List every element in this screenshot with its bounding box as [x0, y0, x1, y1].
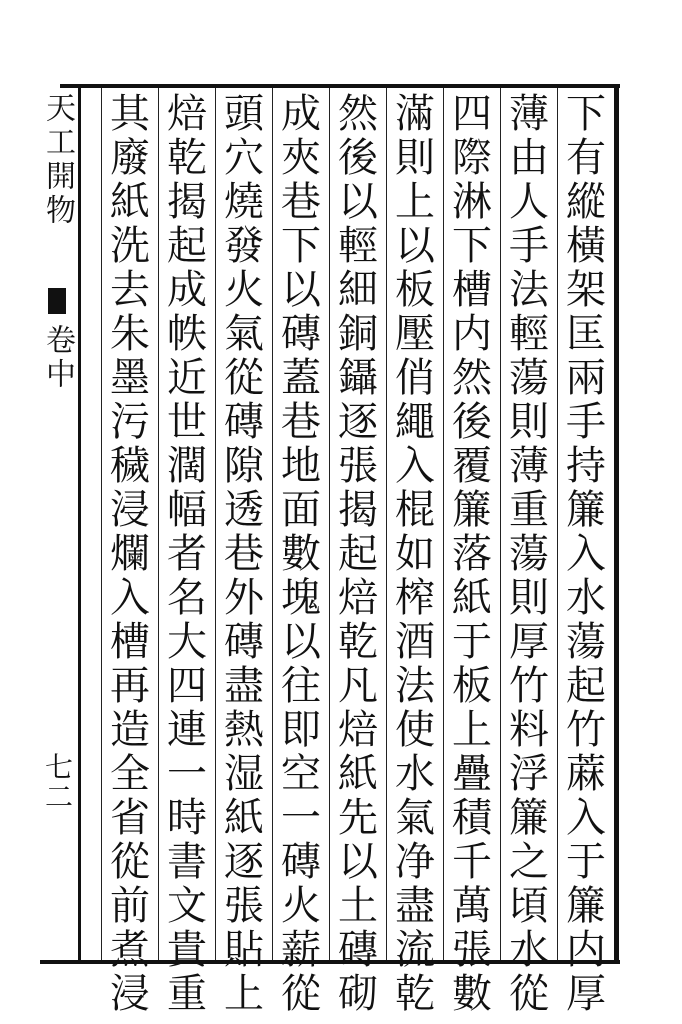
character: 鑷 — [338, 355, 378, 401]
character: 萬 — [452, 883, 492, 929]
character: 厚 — [566, 971, 606, 1017]
character: 于 — [452, 619, 492, 665]
character: 世 — [167, 399, 207, 445]
column-divider — [500, 88, 501, 960]
column-divider — [101, 88, 102, 960]
character: 于 — [566, 839, 606, 885]
character: 後 — [452, 399, 492, 445]
character: 細 — [338, 267, 378, 313]
character: 貴 — [167, 927, 207, 973]
character: 湿 — [224, 751, 264, 797]
character: 然 — [338, 91, 378, 137]
character: 從 — [281, 971, 321, 1017]
text-column-1 — [560, 91, 612, 1017]
character: 俏 — [395, 355, 435, 401]
character: 縱 — [566, 179, 606, 225]
character: 燒 — [224, 179, 264, 225]
character: 繩 — [395, 399, 435, 445]
character: 焙 — [338, 575, 378, 621]
character: 墨 — [110, 355, 150, 401]
frame-top-border — [60, 84, 620, 88]
character: 巷 — [281, 399, 321, 445]
character: 乾 — [338, 619, 378, 665]
character: 橫 — [566, 223, 606, 269]
character: 熱 — [224, 707, 264, 753]
character: 近 — [167, 355, 207, 401]
text-column-2 — [503, 91, 555, 1017]
character: 内 — [452, 311, 492, 357]
character: 起 — [566, 663, 606, 709]
character: 棍 — [395, 487, 435, 533]
character: 先 — [338, 795, 378, 841]
character: 一 — [167, 751, 207, 797]
character: 爛 — [110, 531, 150, 577]
character: 從 — [110, 839, 150, 885]
character: 蔴 — [566, 751, 606, 797]
character: 焙 — [338, 707, 378, 753]
character: 巷 — [281, 179, 321, 225]
character: 之 — [509, 839, 549, 885]
character: 上 — [395, 179, 435, 225]
fishtail-marker — [48, 288, 66, 314]
character: 浸 — [110, 487, 150, 533]
character: 下 — [281, 223, 321, 269]
text-column-8 — [161, 91, 213, 1017]
character: 朱 — [110, 311, 150, 357]
character: 造 — [110, 707, 150, 753]
chapter-label: 卷中 — [40, 324, 75, 392]
character: 夾 — [281, 135, 321, 181]
character: 面 — [281, 487, 321, 533]
character: 千 — [452, 839, 492, 885]
character: 上 — [452, 707, 492, 753]
character: 匡 — [566, 311, 606, 357]
character: 即 — [281, 707, 321, 753]
column-divider — [386, 88, 387, 960]
character: 污 — [110, 399, 150, 445]
character: 氣 — [224, 311, 264, 357]
character: 疊 — [452, 751, 492, 797]
character: 火 — [224, 267, 264, 313]
character: 大 — [167, 619, 207, 665]
text-column-7 — [218, 91, 270, 1017]
character: 空 — [281, 751, 321, 797]
text-column-5 — [332, 91, 384, 1017]
character: 架 — [566, 267, 606, 313]
character: 榨 — [395, 575, 435, 621]
character: 濶 — [167, 443, 207, 489]
character: 手 — [509, 223, 549, 269]
character: 塊 — [281, 575, 321, 621]
character: 地 — [281, 443, 321, 489]
character: 紙 — [224, 795, 264, 841]
character: 入 — [395, 443, 435, 489]
character: 土 — [338, 883, 378, 929]
character: 薄 — [509, 91, 549, 137]
character: 貼 — [224, 927, 264, 973]
character: 凡 — [338, 663, 378, 709]
character: 人 — [509, 179, 549, 225]
character: 起 — [338, 531, 378, 577]
character: 板 — [395, 267, 435, 313]
character: 則 — [395, 135, 435, 181]
character: 逐 — [338, 399, 378, 445]
character: 盡 — [395, 883, 435, 929]
character: 巷 — [224, 531, 264, 577]
character: 磚 — [281, 839, 321, 885]
character: 煮 — [110, 927, 150, 973]
character: 文 — [167, 883, 207, 929]
column-divider — [443, 88, 444, 960]
character: 廢 — [110, 135, 150, 181]
character: 張 — [452, 927, 492, 973]
character: 紙 — [452, 575, 492, 621]
character: 往 — [281, 663, 321, 709]
character: 一 — [281, 795, 321, 841]
character: 入 — [566, 795, 606, 841]
character: 淋 — [452, 179, 492, 225]
character: 水 — [395, 751, 435, 797]
character: 下 — [452, 223, 492, 269]
character: 則 — [509, 399, 549, 445]
character: 氣 — [395, 795, 435, 841]
character: 穴 — [224, 135, 264, 181]
character: 簾 — [566, 487, 606, 533]
character: 内 — [566, 927, 606, 973]
character: 竹 — [566, 707, 606, 753]
character: 以 — [338, 179, 378, 225]
character: 輕 — [509, 311, 549, 357]
character: 穢 — [110, 443, 150, 489]
character: 張 — [224, 883, 264, 929]
character: 料 — [509, 707, 549, 753]
character: 板 — [452, 663, 492, 709]
character: 薪 — [281, 927, 321, 973]
character: 再 — [110, 663, 150, 709]
character: 數 — [281, 531, 321, 577]
character: 法 — [509, 267, 549, 313]
character: 外 — [224, 575, 264, 621]
character: 起 — [167, 223, 207, 269]
character: 以 — [395, 223, 435, 269]
column-divider — [158, 88, 159, 960]
character: 省 — [110, 795, 150, 841]
character: 際 — [452, 135, 492, 181]
page-number: 七二 — [41, 752, 74, 812]
character: 揭 — [338, 487, 378, 533]
character: 以 — [338, 839, 378, 885]
character: 有 — [566, 135, 606, 181]
character: 數 — [452, 971, 492, 1017]
character: 盡 — [224, 663, 264, 709]
character: 磚 — [281, 311, 321, 357]
character: 兩 — [566, 355, 606, 401]
character: 積 — [452, 795, 492, 841]
book-title: 天工開物 — [40, 92, 75, 228]
character: 乾 — [167, 135, 207, 181]
character: 浮 — [509, 751, 549, 797]
character: 下 — [566, 91, 606, 137]
character: 厚 — [509, 619, 549, 665]
character: 槽 — [452, 267, 492, 313]
character: 時 — [167, 795, 207, 841]
character: 揭 — [167, 179, 207, 225]
character: 其 — [110, 91, 150, 137]
character: 薄 — [509, 443, 549, 489]
frame-left-border — [78, 84, 81, 964]
character: 覆 — [452, 443, 492, 489]
character: 焙 — [167, 91, 207, 137]
text-column-3 — [446, 91, 498, 1017]
character: 紙 — [110, 179, 150, 225]
character: 磚 — [224, 399, 264, 445]
character: 净 — [395, 839, 435, 885]
column-divider — [215, 88, 216, 960]
character: 磚 — [338, 927, 378, 973]
character: 四 — [452, 91, 492, 137]
character: 連 — [167, 707, 207, 753]
character: 上 — [224, 971, 264, 1017]
character: 入 — [110, 575, 150, 621]
column-divider — [557, 88, 558, 960]
character: 水 — [509, 927, 549, 973]
character: 透 — [224, 487, 264, 533]
character: 逐 — [224, 839, 264, 885]
character: 書 — [167, 839, 207, 885]
character: 輕 — [338, 223, 378, 269]
character: 簾 — [452, 487, 492, 533]
character: 水 — [566, 575, 606, 621]
character: 者 — [167, 531, 207, 577]
character: 成 — [167, 267, 207, 313]
margin-column — [38, 92, 76, 960]
character: 前 — [110, 883, 150, 929]
character: 磚 — [224, 619, 264, 665]
character: 頭 — [224, 91, 264, 137]
character: 簾 — [566, 883, 606, 929]
character: 壓 — [395, 311, 435, 357]
character: 四 — [167, 663, 207, 709]
character: 全 — [110, 751, 150, 797]
character: 入 — [566, 531, 606, 577]
character: 名 — [167, 575, 207, 621]
character: 以 — [281, 267, 321, 313]
character: 竹 — [509, 663, 549, 709]
column-divider — [329, 88, 330, 960]
text-column-9 — [104, 91, 156, 1017]
text-column-6 — [275, 91, 327, 1017]
character: 酒 — [395, 619, 435, 665]
character: 以 — [281, 619, 321, 665]
character: 然 — [452, 355, 492, 401]
character: 浸 — [110, 971, 150, 1017]
character: 使 — [395, 707, 435, 753]
character: 落 — [452, 531, 492, 577]
character: 由 — [509, 135, 549, 181]
character: 幅 — [167, 487, 207, 533]
character: 蕩 — [566, 619, 606, 665]
character: 紙 — [338, 751, 378, 797]
character: 手 — [566, 399, 606, 445]
character: 蕩 — [509, 355, 549, 401]
character: 帙 — [167, 311, 207, 357]
character: 槽 — [110, 619, 150, 665]
character: 重 — [167, 971, 207, 1017]
character: 頃 — [509, 883, 549, 929]
character: 持 — [566, 443, 606, 489]
character: 張 — [338, 443, 378, 489]
text-column-4 — [389, 91, 441, 1017]
character: 從 — [509, 971, 549, 1017]
character: 蓋 — [281, 355, 321, 401]
frame-right-border — [614, 84, 619, 964]
character: 法 — [395, 663, 435, 709]
character: 流 — [395, 927, 435, 973]
character: 如 — [395, 531, 435, 577]
character: 銅 — [338, 311, 378, 357]
character: 洗 — [110, 223, 150, 269]
character: 簾 — [509, 795, 549, 841]
character: 隙 — [224, 443, 264, 489]
character: 乾 — [395, 971, 435, 1017]
character: 滿 — [395, 91, 435, 137]
character: 則 — [509, 575, 549, 621]
character: 成 — [281, 91, 321, 137]
character: 重 — [509, 487, 549, 533]
character: 火 — [281, 883, 321, 929]
character: 去 — [110, 267, 150, 313]
column-divider — [272, 88, 273, 960]
character: 從 — [224, 355, 264, 401]
character: 砌 — [338, 971, 378, 1017]
character: 蕩 — [509, 531, 549, 577]
character: 發 — [224, 223, 264, 269]
character: 後 — [338, 135, 378, 181]
